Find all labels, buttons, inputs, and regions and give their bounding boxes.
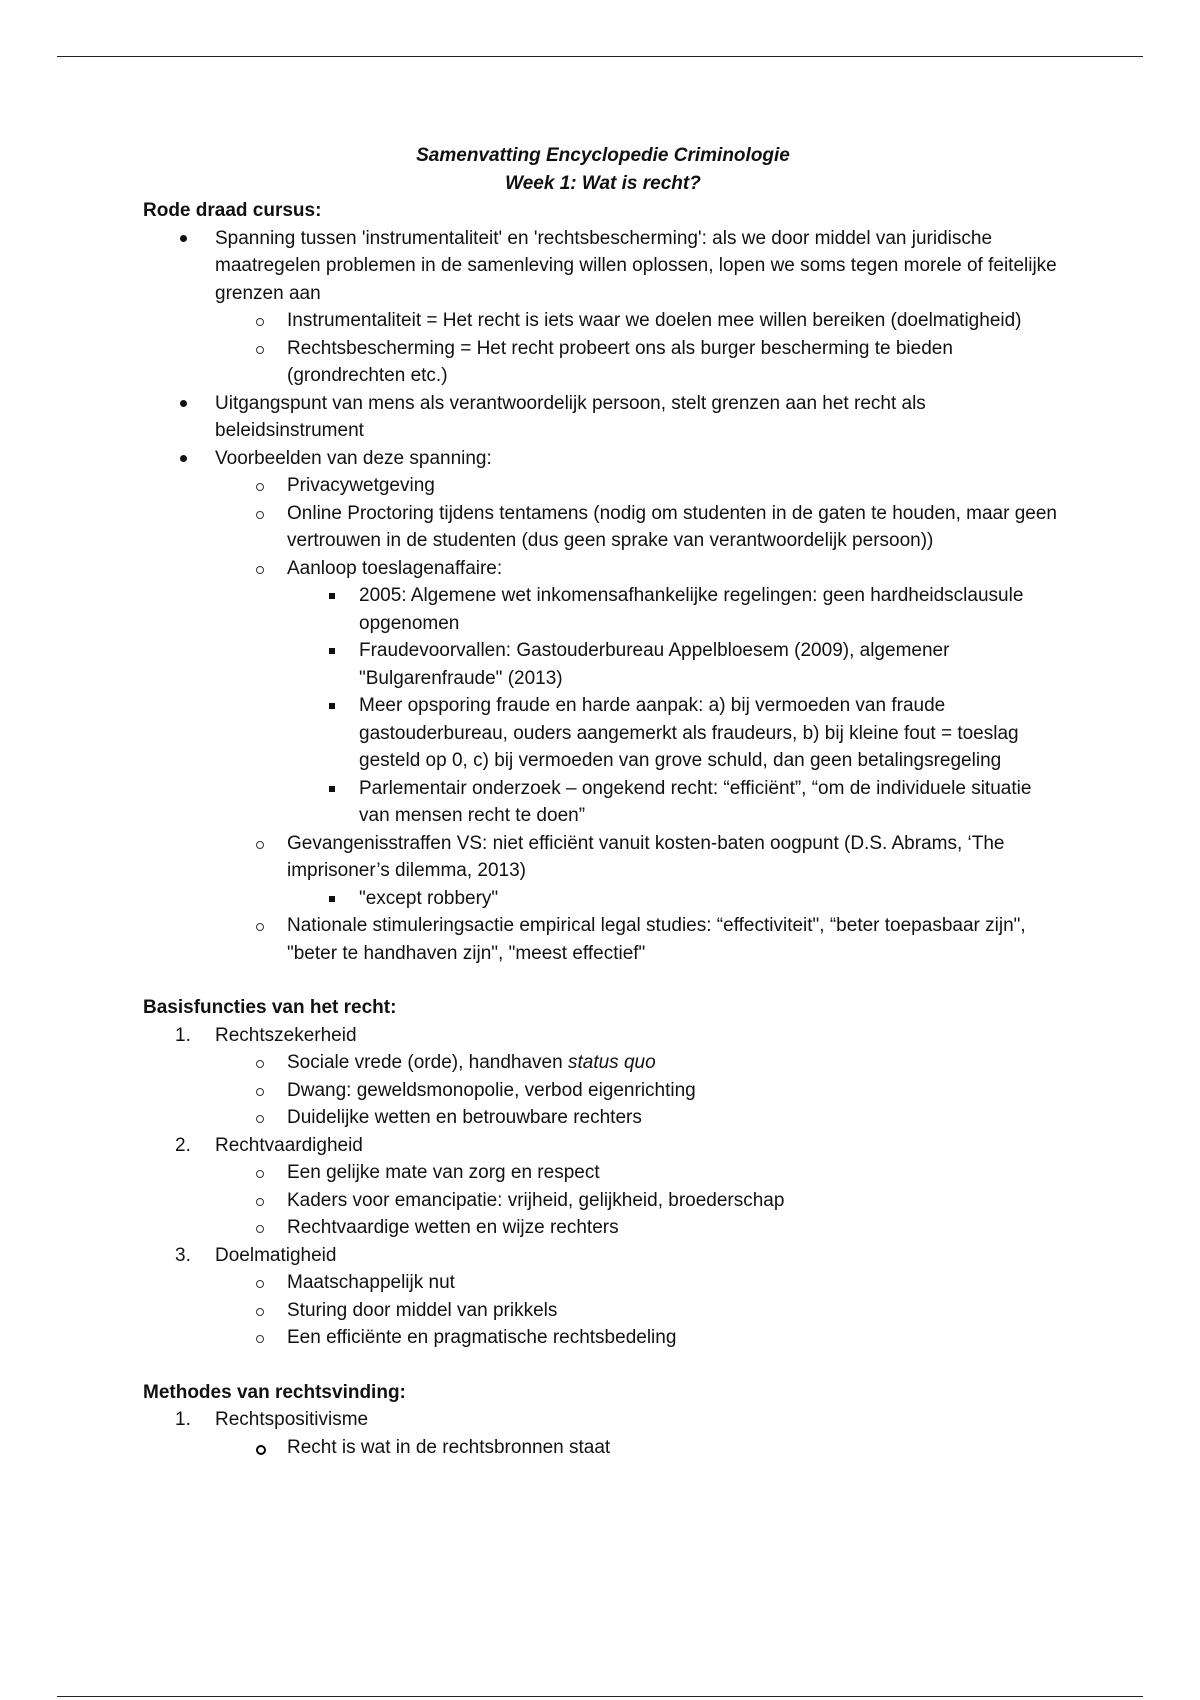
numbered-list	[143, 1132, 1063, 1160]
numbered-list	[143, 1406, 1063, 1434]
list-number: 2.	[175, 1134, 191, 1156]
sub-list	[143, 472, 1063, 582]
list-item-text: "except robbery"	[359, 887, 499, 909]
list-item	[143, 500, 1063, 555]
list-item	[143, 885, 1063, 913]
list-item-text: Rechtspositivisme	[215, 1409, 369, 1430]
list-item	[143, 555, 1063, 583]
list-item	[143, 1077, 1063, 1105]
list-item-text: Duidelijke wetten en betrouwbare rechters	[287, 1107, 642, 1128]
list-item-text: Doelmatigheid	[215, 1244, 337, 1266]
sub-list	[143, 1159, 1063, 1242]
bullet-list	[143, 225, 1063, 308]
list-item-text: Online Proctoring tijdens tentamens (nodig om studenten in de gaten te houden, maar geen vertrouwen in de studenten (dus geen sprake van verantwoordelijk persoon))	[287, 502, 1058, 551]
list-item-text: Gevangenisstraffen VS: niet efficiënt vanuit kosten-baten oogpunt (D.S. Abrams, ‘The imprisoner’s dilemma, 2013)	[287, 832, 1005, 881]
list-item-text: Nationale stimuleringsactie empirical legal studies: “effectiviteit", “beter toepasbaar zijn", "beter te handhaven zijn", "meest effectief"	[287, 915, 1026, 964]
list-item	[143, 225, 1063, 308]
list-item	[143, 775, 1063, 830]
title-line-1: Samenvatting Encyclopedie Criminologie	[416, 145, 790, 166]
list-item	[143, 1159, 1063, 1187]
list-item-text: Sociale vrede (orde), handhaven status quo	[287, 1052, 656, 1073]
list-item	[143, 912, 1063, 967]
header-rule	[57, 56, 1143, 57]
list-number: 3.	[175, 1244, 191, 1266]
list-number: 1.	[175, 1409, 191, 1430]
list-item-text: Aanloop toeslagenaffaire:	[287, 557, 503, 579]
list-item-text: Dwang: geweldsmonopolie, verbod eigenrichting	[287, 1079, 696, 1101]
sub-sub-list	[143, 885, 1063, 913]
list-item	[143, 582, 1063, 637]
title-line-2: Week 1: Wat is recht?	[505, 172, 701, 194]
numbered-list	[143, 1242, 1063, 1270]
list-item	[143, 472, 1063, 500]
sub-list	[143, 1049, 1063, 1132]
list-item	[143, 637, 1063, 692]
list-item-text: Rechtsbescherming = Het recht probeert ons als burger bescherming te bieden (grondrechten etc.)	[287, 337, 953, 386]
list-item-text: Kaders voor emancipatie: vrijheid, gelijkheid, broederschap	[287, 1189, 785, 1211]
list-item-text: Sturing door middel van prikkels	[287, 1299, 558, 1321]
list-item-text: Rechtszekerheid	[215, 1024, 357, 1046]
list-item	[143, 307, 1063, 335]
list-item-text: Meer opsporing fraude en harde aanpak: a) bij vermoeden van fraude gastouderbureau, ouders aangemerkt als fraudeurs, b) bij kleine fout = toeslag gesteld op 0, c) bij vermoeden van grove schuld, dan geen betalingsregeling	[359, 695, 1019, 771]
sub-list	[143, 912, 1063, 967]
list-item	[143, 692, 1063, 775]
list-item-text: Rechtvaardige wetten en wijze rechters	[287, 1217, 619, 1238]
section-heading-basisfuncties: Basisfuncties van het recht:	[143, 997, 397, 1018]
sub-list	[143, 307, 1063, 390]
sub-list	[143, 830, 1063, 885]
list-item-text: Maatschappelijk nut	[287, 1272, 455, 1293]
list-item	[143, 1297, 1063, 1325]
bullet-list	[143, 390, 1063, 473]
list-item	[143, 335, 1063, 390]
list-item	[143, 1434, 1063, 1462]
list-item-text: Recht is wat in de rechtsbronnen staat	[287, 1436, 611, 1458]
list-item	[143, 1187, 1063, 1215]
section-heading-rode-draad: Rode draad cursus:	[143, 200, 322, 221]
list-item-text: Voorbeelden van deze spanning:	[215, 447, 492, 469]
list-item-text: Fraudevoorvallen: Gastouderbureau Appelbloesem (2009), algemener "Bulgarenfraude" (2013)	[359, 640, 950, 689]
document-body	[143, 142, 1063, 1461]
list-item-text: Een efficiënte en pragmatische rechtsbedeling	[287, 1327, 677, 1348]
list-item	[143, 390, 1063, 445]
sub-list	[143, 1269, 1063, 1352]
list-number: 1.	[175, 1024, 191, 1046]
sub-list	[143, 1434, 1063, 1462]
list-item	[143, 445, 1063, 473]
list-item	[143, 1022, 1063, 1050]
list-item-text: Parlementair onderzoek – ongekend recht: “efficiënt”, “om de individuele situatie van mensen recht te doen”	[359, 777, 1032, 826]
numbered-list	[143, 1022, 1063, 1050]
list-item	[143, 1049, 1063, 1077]
list-item	[143, 1324, 1063, 1352]
list-item-text: 2005: Algemene wet inkomensafhankelijke regelingen: geen hardheidsclausule opgenomen	[359, 585, 1024, 634]
list-item-text: Een gelijke mate van zorg en respect	[287, 1162, 600, 1183]
document-title	[143, 142, 1063, 197]
list-item	[143, 1132, 1063, 1160]
list-item	[143, 1104, 1063, 1132]
list-item-text: Instrumentaliteit = Het recht is iets waar we doelen mee willen bereiken (doelmatigheid)	[287, 310, 1022, 331]
list-item	[143, 1406, 1063, 1434]
list-item-text: Rechtvaardigheid	[215, 1134, 363, 1156]
list-item-text: Spanning tussen 'instrumentaliteit' en 'rechtsbescherming': als we door middel van juridische maatregelen problemen in de samenleving willen oplossen, lopen we soms tegen morele of feitelijke grenzen aan	[215, 227, 1057, 304]
list-item	[143, 1242, 1063, 1270]
list-item	[143, 830, 1063, 885]
list-item	[143, 1214, 1063, 1242]
footer-rule	[57, 1696, 1143, 1697]
emphasis-text: status quo	[567, 1052, 656, 1073]
list-item	[143, 1269, 1063, 1297]
section-heading-methodes: Methodes van rechtsvinding:	[143, 1381, 406, 1403]
list-item-text: Privacywetgeving	[287, 475, 435, 496]
list-item-text: Uitgangspunt van mens als verantwoordelijk persoon, stelt grenzen aan het recht als beleidsinstrument	[215, 392, 926, 441]
sub-sub-list	[143, 582, 1063, 830]
